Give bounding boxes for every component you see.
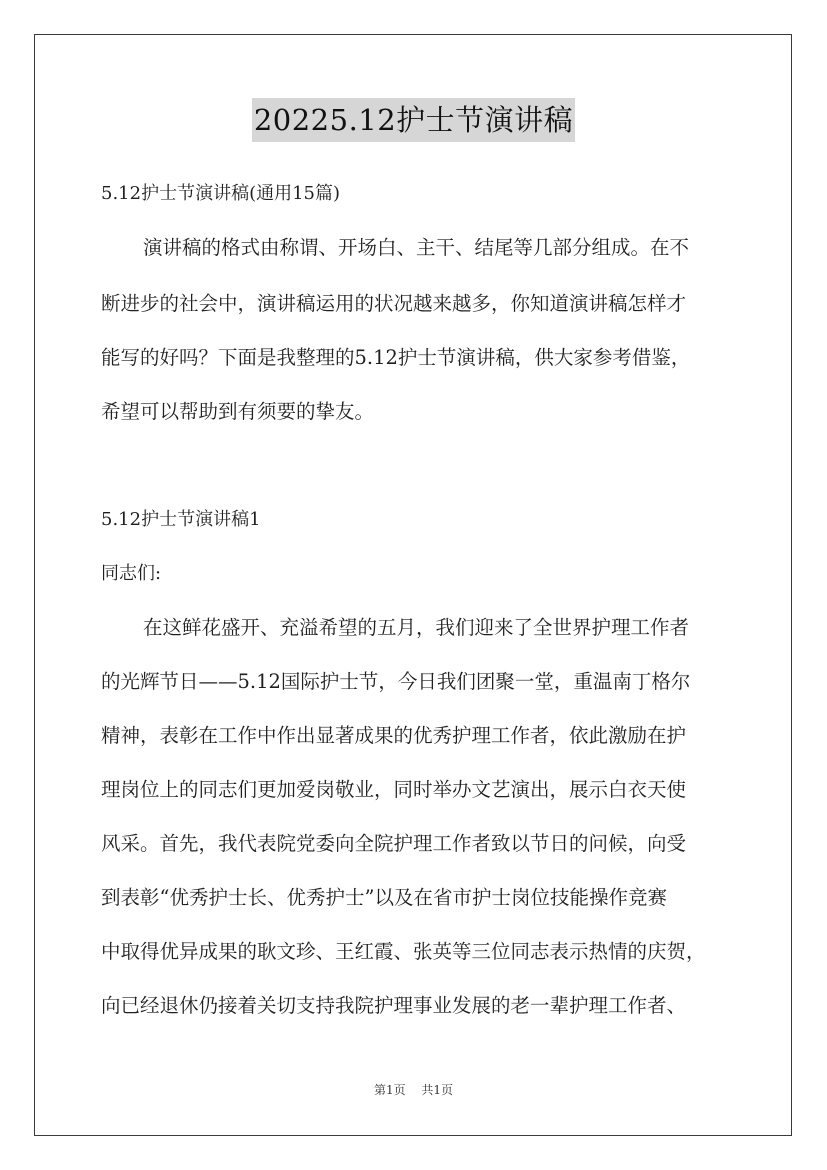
body-line-3: 精神，表彰在工作中作出显著成果的优秀护理工作者，依此激励在护	[101, 724, 687, 747]
body-line-2: 的光辉节日——5.12国际护士节，今日我们团聚一堂，重温南丁格尔	[101, 670, 691, 693]
body-line-5: 风采。首先，我代表院党委向全院护理工作者致以节日的问候，向受	[101, 832, 687, 855]
page-total: 共1页	[421, 1083, 453, 1097]
title-container	[0, 98, 827, 142]
body-line-8: 向已经退休仍接着关切支持我院护理事业发展的老一辈护理工作者、	[101, 994, 687, 1017]
document-heading: 5.12护士节演讲稿(通用15篇)	[101, 183, 341, 204]
intro-line-2: 断进步的社会中，演讲稿运用的状况越来越多，你知道演讲稿怎样才	[101, 292, 687, 315]
intro-line-4: 希望可以帮助到有须要的挚友。	[101, 400, 375, 423]
body-line-6: 到表彰“优秀护士长、优秀护士”以及在省市护士岗位技能操作竞赛	[101, 886, 667, 909]
intro-line-1: 演讲稿的格式由称谓、开场白、主干、结尾等几部分组成。在不	[143, 236, 690, 259]
document-title: 20225.12护士节演讲稿	[252, 98, 575, 142]
page-footer	[0, 1081, 827, 1099]
salutation: 同志们:	[101, 563, 162, 584]
intro-line-3: 能写的好吗？下面是我整理的5.12护士节演讲稿，供大家参考借鉴，	[101, 346, 691, 369]
body-line-7: 中取得优异成果的耿文珍、王红霞、张英等三位同志表示热情的庆贺，	[101, 940, 706, 963]
body-line-4: 理岗位上的同志们更加爱岗敬业，同时举办文艺演出，展示白衣天使	[101, 778, 687, 801]
body-line-1: 在这鲜花盛开、充溢希望的五月，我们迎来了全世界护理工作者	[143, 616, 690, 639]
page-number: 第1页	[374, 1083, 406, 1097]
section-title: 5.12护士节演讲稿1	[101, 509, 261, 530]
